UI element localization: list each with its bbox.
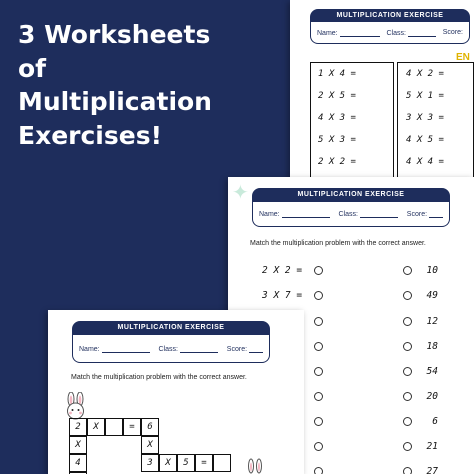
match-circle-left[interactable]	[314, 417, 323, 426]
match-circle-left[interactable]	[314, 392, 323, 401]
match-circle-left[interactable]	[314, 342, 323, 351]
worksheet-title: MULTIPLICATION EXERCISE	[310, 9, 470, 22]
match-circle-left[interactable]	[314, 467, 323, 474]
answer-item: 21	[426, 441, 438, 452]
score-field: Score:	[227, 345, 263, 353]
puzzle-cell: 4	[69, 454, 87, 472]
puzzle-cell: 6	[141, 418, 159, 436]
problem-item: 3 X 7 =	[262, 290, 303, 301]
puzzle-cell: X	[141, 436, 159, 454]
answer-item: 12	[426, 316, 438, 327]
puzzle-cell-blank[interactable]	[105, 418, 123, 436]
worksheet-title: MULTIPLICATION EXERCISE	[72, 321, 270, 335]
problem-item: 5 X 3 =	[318, 135, 356, 145]
problem-item: 3 X 3 =	[406, 113, 444, 123]
problem-item: 2 X 2 =	[318, 157, 356, 167]
answer-item: 20	[426, 391, 438, 402]
puzzle-cell: =	[195, 454, 213, 472]
answer-item: 18	[426, 341, 438, 352]
answer-item: 6	[432, 416, 438, 427]
instruction-text: Match the multiplication problem with the correct answer.	[250, 240, 426, 247]
problem-item: 4 X 4 =	[406, 157, 444, 167]
answer-item: 10	[426, 265, 438, 276]
score-field: Score:	[442, 29, 463, 36]
puzzle-cell: X	[87, 418, 105, 436]
problem-item: 4 X 5 =	[406, 135, 444, 145]
name-field: Name:	[317, 29, 380, 37]
match-circle-left[interactable]	[314, 317, 323, 326]
class-field: Class:	[386, 29, 435, 37]
headline-line: Exercises!	[18, 120, 162, 150]
answer-item: 27	[426, 466, 438, 474]
bunny-icon	[244, 458, 266, 474]
match-circle-left[interactable]	[314, 367, 323, 376]
student-info-box	[72, 335, 270, 363]
instruction-text: Match the multiplication problem with the correct answer.	[71, 374, 247, 381]
star-icon: ✦	[232, 182, 249, 204]
class-field: Class:	[158, 345, 217, 353]
student-info-box	[252, 202, 450, 227]
problem-item: 4 X 2 =	[406, 69, 444, 79]
name-field: Name:	[79, 345, 150, 353]
match-circle-left[interactable]	[314, 291, 323, 300]
puzzle-cell: X	[159, 454, 177, 472]
headline-line: 3 Worksheets	[18, 20, 211, 49]
headline-line: Multiplication	[18, 87, 212, 116]
puzzle-cell: X	[69, 436, 87, 454]
problem-item: 2 X 2 =	[262, 265, 303, 276]
name-field: Name:	[259, 210, 330, 218]
answer-item: 54	[426, 366, 438, 377]
worksheet-back	[290, 0, 474, 185]
problem-item: 2 X 5 =	[318, 91, 356, 101]
headline	[18, 18, 212, 152]
problem-table-right	[397, 62, 474, 178]
puzzle-cell: 3	[141, 454, 159, 472]
match-circle-left[interactable]	[314, 266, 323, 275]
puzzle-cell: =	[123, 418, 141, 436]
puzzle-cell: 5	[177, 454, 195, 472]
bunny-icon	[63, 392, 89, 420]
puzzle-cell-blank[interactable]	[213, 454, 231, 472]
worksheet-front	[48, 310, 304, 474]
problem-table-left	[310, 62, 394, 178]
badge: EN	[456, 52, 470, 63]
problem-item: 1 X 4 =	[318, 69, 356, 79]
student-info-box	[310, 22, 470, 44]
worksheet-title: MULTIPLICATION EXERCISE	[252, 188, 450, 202]
score-field: Score:	[407, 210, 443, 218]
class-field: Class:	[338, 210, 397, 218]
match-circle-left[interactable]	[314, 442, 323, 451]
headline-line: of	[18, 53, 47, 83]
problem-item: 5 X 1 =	[406, 91, 444, 101]
problem-item: 4 X 3 =	[318, 113, 356, 123]
puzzle-cell: 2	[69, 418, 87, 436]
answer-item: 49	[426, 290, 438, 301]
